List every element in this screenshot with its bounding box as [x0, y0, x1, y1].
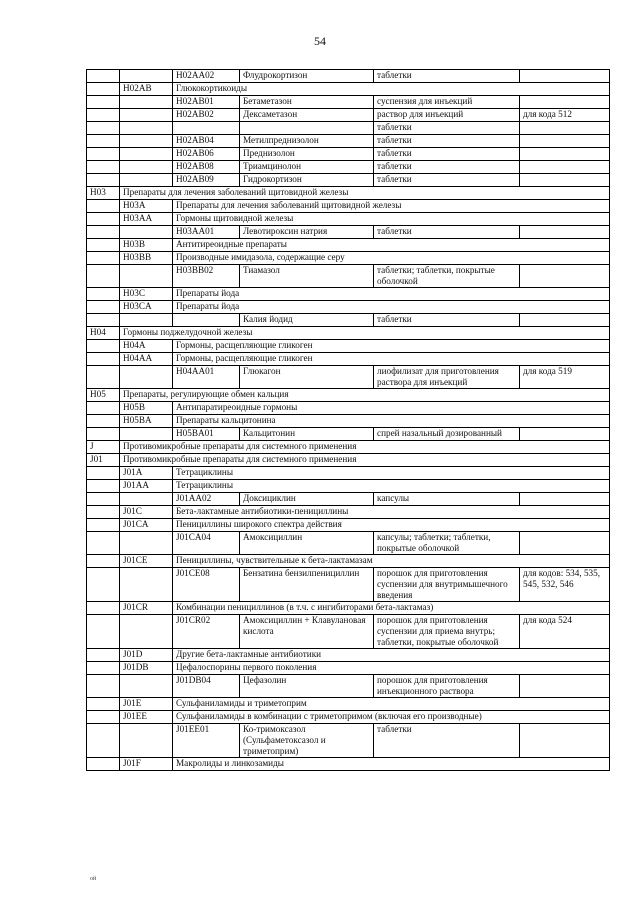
code-level-2-cell: H03AA — [120, 213, 173, 226]
note-cell — [520, 532, 610, 555]
group-title-cell: Макролиды и линкозамиды — [173, 758, 610, 771]
group-title-cell: Цефалоспорины первого поколения — [173, 662, 610, 675]
group-title-cell: Производные имидазола, содержащие серу — [173, 252, 610, 265]
code-level-1-cell — [87, 200, 120, 213]
code-level-1-cell — [87, 519, 120, 532]
table-row — [87, 366, 610, 389]
table-row — [87, 239, 610, 252]
code-level-2-cell — [120, 532, 173, 555]
code-level-1-cell — [87, 122, 120, 135]
code-level-1-cell — [87, 70, 120, 83]
note-cell — [520, 428, 610, 441]
table-row — [87, 493, 610, 506]
dosage-form-cell: порошок для приготовления суспензии для приема внутрь; таблетки, покрытые оболочкой — [374, 615, 520, 649]
dosage-form-cell: порошок для приготовления инъекционного раствора — [374, 675, 520, 698]
atc-code-cell: H02AB02 — [173, 109, 240, 122]
atc-code-cell: J01EE01 — [173, 724, 240, 758]
code-level-1-cell: H04 — [87, 327, 120, 340]
code-level-2-cell: J01CE — [120, 555, 173, 568]
note-cell — [520, 265, 610, 288]
code-level-1-cell — [87, 480, 120, 493]
drug-name-cell: Левотироксин натрия — [240, 226, 374, 239]
table-row — [87, 506, 610, 519]
drug-name-cell — [240, 122, 374, 135]
code-level-1-cell — [87, 239, 120, 252]
table-row — [87, 301, 610, 314]
drug-name-cell: Ко-тримоксазол (Сульфаметоксазол и триметоприм) — [240, 724, 374, 758]
note-cell — [520, 148, 610, 161]
drug-name-cell: Триамцинолон — [240, 161, 374, 174]
group-title-cell: Антитиреоидные препараты — [173, 239, 610, 252]
code-level-1-cell — [87, 758, 120, 771]
atc-code-cell: H02AB01 — [173, 96, 240, 109]
code-level-2-cell: H03BB — [120, 252, 173, 265]
code-level-2-cell — [120, 96, 173, 109]
table-row — [87, 122, 610, 135]
table-row — [87, 602, 610, 615]
group-title-cell: Гормоны щитовидной железы — [173, 213, 610, 226]
code-level-2-cell: J01E — [120, 698, 173, 711]
code-level-2-cell — [120, 226, 173, 239]
note-cell — [520, 96, 610, 109]
dosage-form-cell: лиофилизат для приготовления раствора для инъекций — [374, 366, 520, 389]
atc-code-cell: J01CA04 — [173, 532, 240, 555]
drug-name-cell: Амоксициллин + Клавулановая кислота — [240, 615, 374, 649]
drug-name-cell: Калия йодид — [240, 314, 374, 327]
dosage-form-cell: таблетки — [374, 724, 520, 758]
code-level-1-cell — [87, 96, 120, 109]
table-row — [87, 441, 610, 454]
group-title-cell: Препараты йода — [173, 301, 610, 314]
group-title-cell: Препараты для лечения заболеваний щитовидной железы — [120, 187, 610, 200]
table-row — [87, 187, 610, 200]
code-level-1-cell — [87, 662, 120, 675]
atc-code-cell — [173, 122, 240, 135]
code-level-2-cell — [120, 148, 173, 161]
drug-name-cell: Метилпреднизолон — [240, 135, 374, 148]
code-level-1-cell — [87, 314, 120, 327]
code-level-1-cell — [87, 506, 120, 519]
code-level-2-cell: J01DB — [120, 662, 173, 675]
table-row — [87, 519, 610, 532]
drug-name-cell: Глюкагон — [240, 366, 374, 389]
code-level-1-cell — [87, 493, 120, 506]
code-level-1-cell — [87, 675, 120, 698]
code-level-1-cell — [87, 602, 120, 615]
dosage-form-cell: капсулы — [374, 493, 520, 506]
note-cell — [520, 70, 610, 83]
code-level-2-cell: J01AA — [120, 480, 173, 493]
code-level-2-cell — [120, 265, 173, 288]
note-cell: для кода 524 — [520, 615, 610, 649]
code-level-2-cell — [120, 366, 173, 389]
table-row — [87, 698, 610, 711]
atc-code-cell: H03BB02 — [173, 265, 240, 288]
note-cell: для кода 519 — [520, 366, 610, 389]
note-cell — [520, 724, 610, 758]
code-level-2-cell: H05B — [120, 402, 173, 415]
drug-name-cell: Дексаметазон — [240, 109, 374, 122]
drug-name-cell: Кальцитонин — [240, 428, 374, 441]
code-level-2-cell: H03C — [120, 288, 173, 301]
code-level-1-cell — [87, 340, 120, 353]
code-level-2-cell — [120, 568, 173, 602]
code-level-2-cell: H03B — [120, 239, 173, 252]
footer-mark: ой — [90, 876, 97, 882]
group-title-cell: Бета-лактамные антибиотики-пенициллины — [173, 506, 610, 519]
table-row — [87, 389, 610, 402]
code-level-1-cell — [87, 135, 120, 148]
table-row — [87, 615, 610, 649]
code-level-2-cell: J01C — [120, 506, 173, 519]
dosage-form-cell: спрей назальный дозированный — [374, 428, 520, 441]
code-level-1-cell — [87, 288, 120, 301]
drug-name-cell: Доксициклин — [240, 493, 374, 506]
atc-code-cell: H02AA02 — [173, 70, 240, 83]
drug-name-cell: Бензатина бензилпенициллин — [240, 568, 374, 602]
group-title-cell: Противомикробные препараты для системного применения — [120, 441, 610, 454]
code-level-2-cell: H05BA — [120, 415, 173, 428]
group-title-cell: Комбинации пенициллинов (в т.ч. с ингибиторами бета-лактамаз) — [173, 602, 610, 615]
code-level-2-cell: H02AB — [120, 83, 173, 96]
code-level-1-cell — [87, 402, 120, 415]
table-row — [87, 480, 610, 493]
drug-name-cell: Тиамазол — [240, 265, 374, 288]
note-cell — [520, 226, 610, 239]
drug-table — [86, 69, 610, 771]
code-level-1-cell — [87, 568, 120, 602]
table-row — [87, 288, 610, 301]
group-title-cell: Тетрациклины — [173, 467, 610, 480]
table-row — [87, 454, 610, 467]
group-title-cell: Препараты для лечения заболеваний щитовидной железы — [173, 200, 610, 213]
atc-code-cell: H05BA01 — [173, 428, 240, 441]
code-level-1-cell — [87, 532, 120, 555]
group-title-cell: Пенициллины широкого спектра действия — [173, 519, 610, 532]
code-level-1-cell — [87, 213, 120, 226]
code-level-1-cell: H05 — [87, 389, 120, 402]
code-level-2-cell: J01D — [120, 649, 173, 662]
atc-code-cell — [173, 314, 240, 327]
drug-name-cell: Гидрокортизон — [240, 174, 374, 187]
table-row — [87, 327, 610, 340]
drug-name-cell: Амоксициллин — [240, 532, 374, 555]
group-title-cell: Препараты кальцитонина — [173, 415, 610, 428]
code-level-1-cell — [87, 698, 120, 711]
code-level-2-cell — [120, 493, 173, 506]
group-title-cell: Гормоны, расщепляющие гликоген — [173, 340, 610, 353]
group-title-cell: Препараты йода — [173, 288, 610, 301]
code-level-2-cell: H03A — [120, 200, 173, 213]
atc-code-cell: H02AB06 — [173, 148, 240, 161]
dosage-form-cell: капсулы; таблетки; таблетки, покрытые оболочкой — [374, 532, 520, 555]
note-cell — [520, 122, 610, 135]
code-level-2-cell: J01EE — [120, 711, 173, 724]
note-cell — [520, 314, 610, 327]
code-level-2-cell: J01CA — [120, 519, 173, 532]
code-level-1-cell — [87, 353, 120, 366]
dosage-form-cell: таблетки — [374, 135, 520, 148]
atc-code-cell: H03AA01 — [173, 226, 240, 239]
code-level-2-cell — [120, 135, 173, 148]
drug-name-cell: Флудрокортизон — [240, 70, 374, 83]
table-row — [87, 265, 610, 288]
code-level-2-cell: J01CR — [120, 602, 173, 615]
atc-code-cell: H02AB08 — [173, 161, 240, 174]
note-cell: для кодов: 534, 535, 545, 532, 546 — [520, 568, 610, 602]
drug-name-cell: Бетаметазон — [240, 96, 374, 109]
code-level-2-cell — [120, 615, 173, 649]
group-title-cell: Тетрациклины — [173, 480, 610, 493]
atc-code-cell: J01CR02 — [173, 615, 240, 649]
code-level-1-cell: J01 — [87, 454, 120, 467]
code-level-2-cell: H03CA — [120, 301, 173, 314]
table-row — [87, 83, 610, 96]
table-row — [87, 174, 610, 187]
dosage-form-cell: таблетки — [374, 226, 520, 239]
table-row — [87, 402, 610, 415]
table-row — [87, 213, 610, 226]
table-row — [87, 649, 610, 662]
note-cell — [520, 161, 610, 174]
code-level-2-cell — [120, 161, 173, 174]
atc-code-cell: J01CE08 — [173, 568, 240, 602]
dosage-form-cell: таблетки — [374, 161, 520, 174]
group-title-cell: Глюкокортикоиды — [173, 83, 610, 96]
code-level-1-cell — [87, 428, 120, 441]
table-row — [87, 96, 610, 109]
code-level-2-cell — [120, 724, 173, 758]
code-level-1-cell — [87, 301, 120, 314]
atc-code-cell: J01DB04 — [173, 675, 240, 698]
code-level-1-cell — [87, 467, 120, 480]
code-level-1-cell: H03 — [87, 187, 120, 200]
code-level-2-cell — [120, 174, 173, 187]
note-cell — [520, 493, 610, 506]
code-level-1-cell — [87, 226, 120, 239]
dosage-form-cell: порошок для приготовления суспензии для внутримышечного введения — [374, 568, 520, 602]
code-level-1-cell — [87, 555, 120, 568]
code-level-1-cell — [87, 161, 120, 174]
note-cell — [520, 675, 610, 698]
group-title-cell: Антипаратиреоидные гормоны — [173, 402, 610, 415]
note-cell — [520, 135, 610, 148]
code-level-1-cell — [87, 724, 120, 758]
table-row — [87, 252, 610, 265]
group-title-cell: Гормоны, расщепляющие гликоген — [173, 353, 610, 366]
group-title-cell: Препараты, регулирующие обмен кальция — [120, 389, 610, 402]
table-row — [87, 662, 610, 675]
code-level-2-cell — [120, 675, 173, 698]
table-row — [87, 555, 610, 568]
code-level-1-cell — [87, 615, 120, 649]
code-level-2-cell: H04A — [120, 340, 173, 353]
dosage-form-cell: таблетки — [374, 70, 520, 83]
table-row — [87, 724, 610, 758]
code-level-2-cell — [120, 70, 173, 83]
atc-code-cell: J01AA02 — [173, 493, 240, 506]
group-title-cell: Пенициллины, чувствительные к бета-лактамазам — [173, 555, 610, 568]
drug-name-cell: Преднизолон — [240, 148, 374, 161]
table-row — [87, 428, 610, 441]
code-level-1-cell: J — [87, 441, 120, 454]
table-row — [87, 314, 610, 327]
table-row — [87, 109, 610, 122]
dosage-form-cell: раствор для инъекций — [374, 109, 520, 122]
atc-code-cell: H04AA01 — [173, 366, 240, 389]
code-level-2-cell — [120, 428, 173, 441]
code-level-1-cell — [87, 83, 120, 96]
code-level-1-cell — [87, 174, 120, 187]
note-cell — [520, 174, 610, 187]
code-level-1-cell — [87, 265, 120, 288]
table-row — [87, 758, 610, 771]
table-row — [87, 340, 610, 353]
code-level-1-cell — [87, 252, 120, 265]
code-level-2-cell: J01F — [120, 758, 173, 771]
group-title-cell: Сульфаниламиды в комбинации с триметопримом (включая его производные) — [173, 711, 610, 724]
table-row — [87, 675, 610, 698]
code-level-1-cell — [87, 148, 120, 161]
table-row — [87, 568, 610, 602]
code-level-2-cell — [120, 314, 173, 327]
atc-code-cell: H02AB04 — [173, 135, 240, 148]
group-title-cell: Другие бета-лактамные антибиотики — [173, 649, 610, 662]
dosage-form-cell: таблетки; таблетки, покрытые оболочкой — [374, 265, 520, 288]
table-row — [87, 532, 610, 555]
group-title-cell: Сульфаниламиды и триметоприм — [173, 698, 610, 711]
table-row — [87, 353, 610, 366]
code-level-2-cell: H04AA — [120, 353, 173, 366]
code-level-1-cell — [87, 366, 120, 389]
dosage-form-cell: суспензия для инъекций — [374, 96, 520, 109]
code-level-2-cell — [120, 109, 173, 122]
code-level-2-cell: J01A — [120, 467, 173, 480]
table-row — [87, 415, 610, 428]
table-row — [87, 135, 610, 148]
dosage-form-cell: таблетки — [374, 174, 520, 187]
group-title-cell: Противомикробные препараты для системного применения — [120, 454, 610, 467]
table-row — [87, 148, 610, 161]
table-row — [87, 226, 610, 239]
group-title-cell: Гормоны поджелудочной железы — [120, 327, 610, 340]
dosage-form-cell: таблетки — [374, 314, 520, 327]
code-level-1-cell — [87, 649, 120, 662]
page-number: 54 — [314, 34, 326, 48]
code-level-1-cell — [87, 415, 120, 428]
dosage-form-cell: таблетки — [374, 148, 520, 161]
table-row — [87, 711, 610, 724]
drug-name-cell: Цефазолин — [240, 675, 374, 698]
table-row — [87, 70, 610, 83]
table-row — [87, 161, 610, 174]
note-cell: для кода 512 — [520, 109, 610, 122]
table-row — [87, 467, 610, 480]
code-level-1-cell — [87, 109, 120, 122]
dosage-form-cell: таблетки — [374, 122, 520, 135]
atc-code-cell: H02AB09 — [173, 174, 240, 187]
code-level-2-cell — [120, 122, 173, 135]
table-row — [87, 200, 610, 213]
code-level-1-cell — [87, 711, 120, 724]
